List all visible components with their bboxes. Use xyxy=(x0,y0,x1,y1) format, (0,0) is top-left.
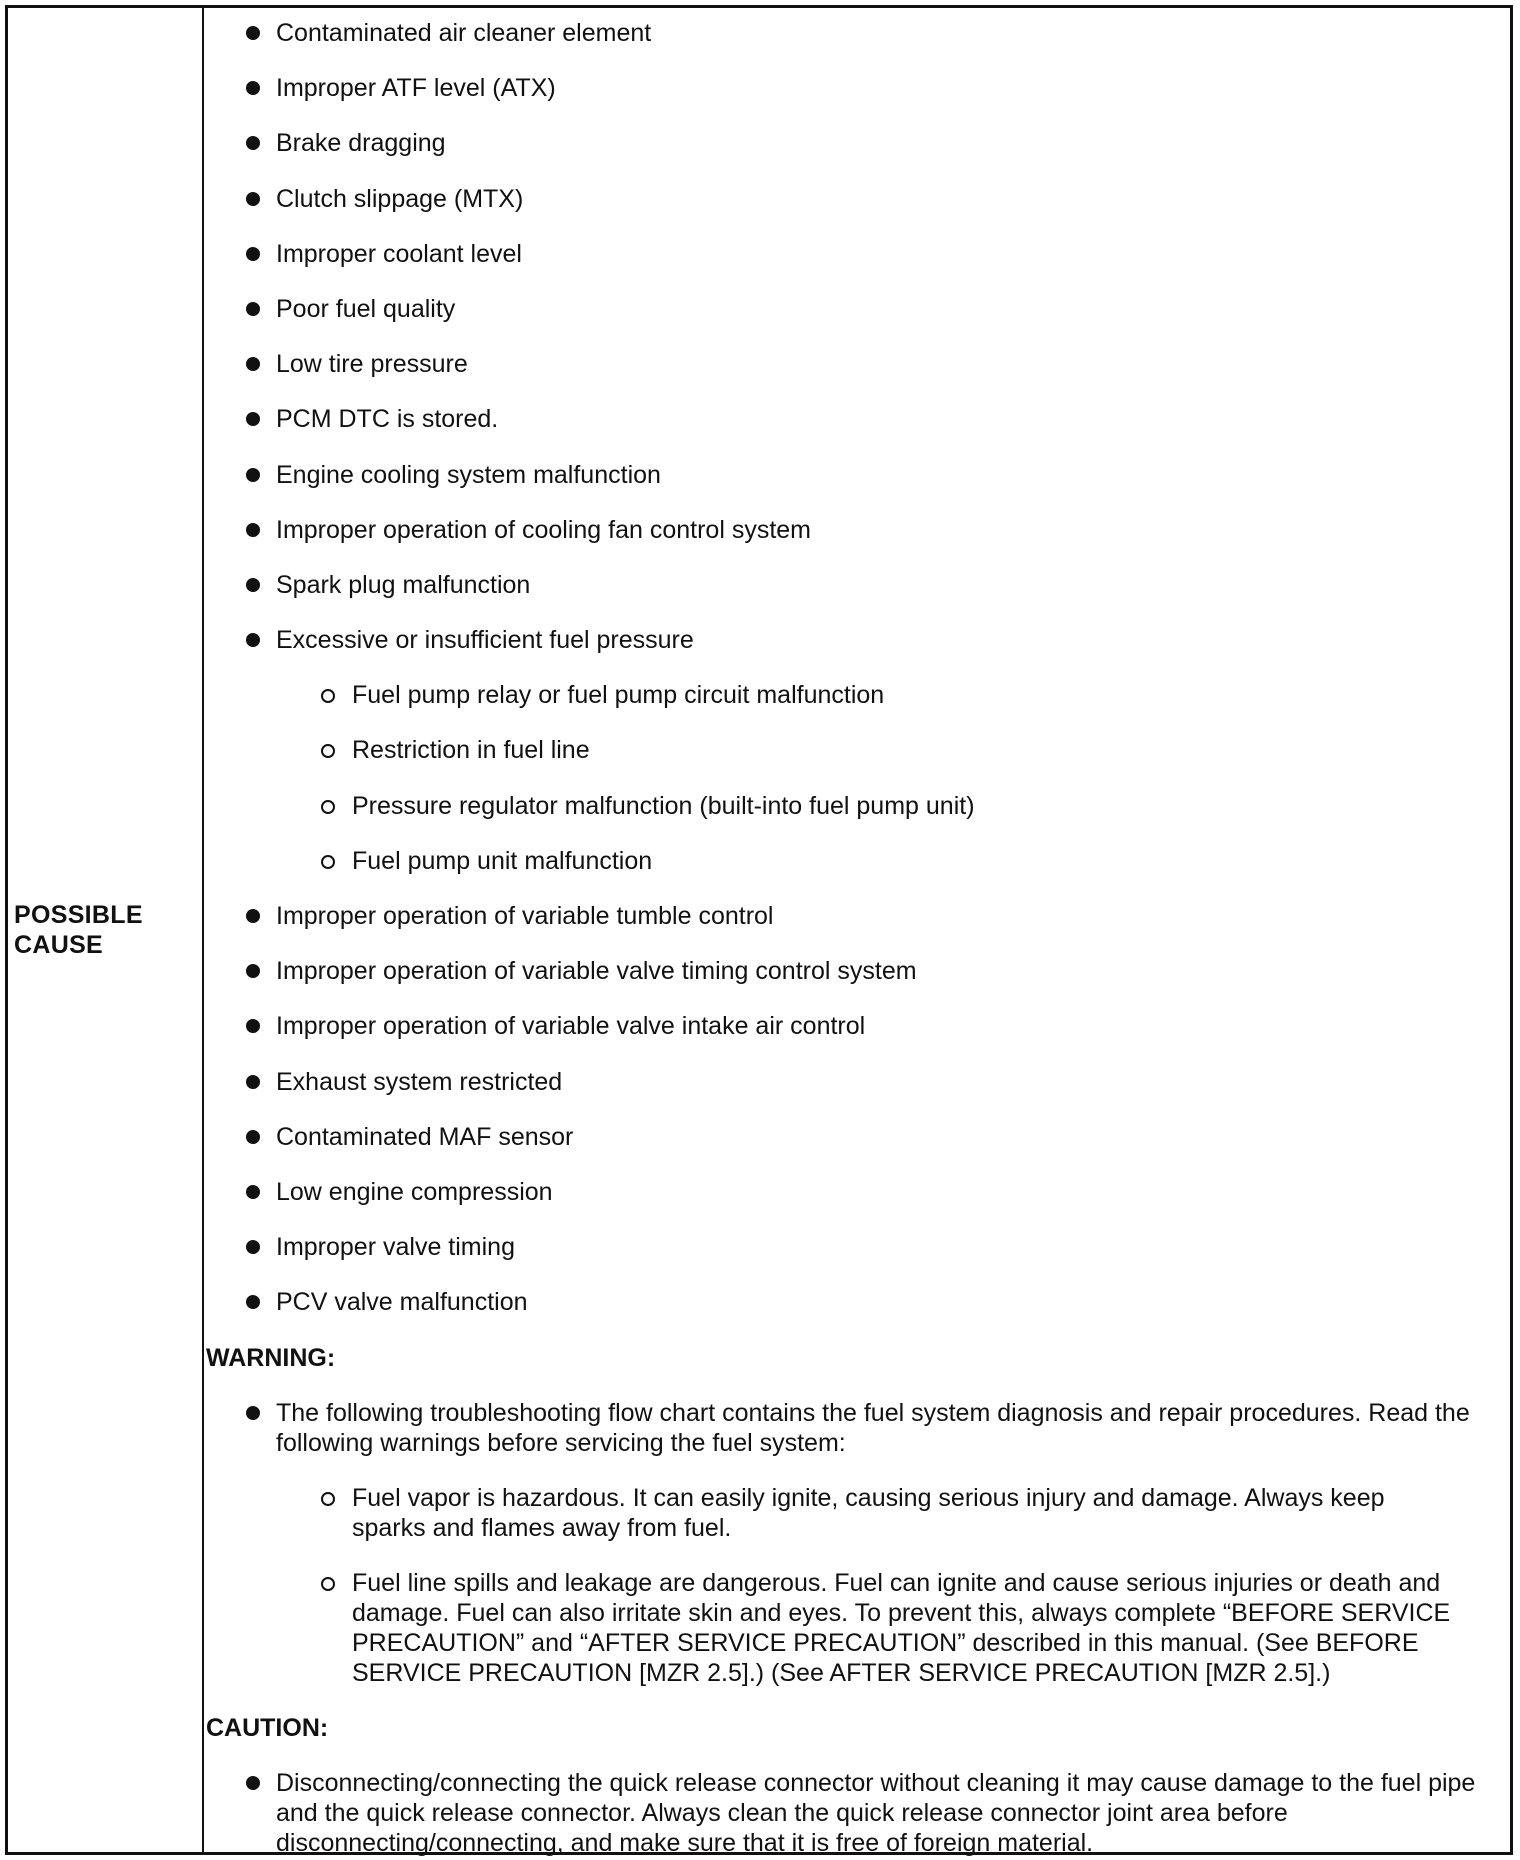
bullet-dot-icon xyxy=(246,357,260,371)
list-item: Exhaust system restricted xyxy=(276,1067,1490,1122)
bullet-dot-icon xyxy=(246,1019,260,1033)
caution-heading: CAUTION: xyxy=(206,1713,329,1742)
sub-list-item: Restriction in fuel line xyxy=(352,735,1490,790)
possible-cause-table xyxy=(5,5,1513,1855)
list-item: Brake dragging xyxy=(276,128,1490,183)
sub-list-item: Pressure regulator malfunction (built-into fuel pump unit) xyxy=(352,791,1490,846)
list-item: Low engine compression xyxy=(276,1177,1490,1232)
possible-cause-label: POSSIBLE CAUSE xyxy=(14,901,143,959)
warning-item: The following troubleshooting flow chart contains the fuel system diagnosis and repair procedures. Read the following warnings before servicing the fuel system: xyxy=(276,1398,1482,1458)
bullet-dot-icon xyxy=(246,1406,260,1420)
list-item: Improper valve timing xyxy=(276,1232,1490,1287)
list-item: Spark plug malfunction xyxy=(276,570,1490,625)
bullet-dot-icon xyxy=(246,26,260,40)
content-cell xyxy=(204,8,1510,1857)
bullet-dot-icon xyxy=(246,578,260,592)
list-item: PCM DTC is stored. xyxy=(276,404,1490,459)
warning-list xyxy=(204,1398,1510,1688)
cause-list xyxy=(204,18,1510,1343)
bullet-dot-icon xyxy=(246,1776,260,1790)
bullet-dot-icon xyxy=(246,468,260,482)
bullet-dot-icon xyxy=(246,1075,260,1089)
list-item: Improper operation of variable valve timing control system xyxy=(276,956,1490,1011)
list-item: Poor fuel quality xyxy=(276,294,1490,349)
sub-list-item: Fuel pump relay or fuel pump circuit malfunction xyxy=(352,680,1490,735)
bullet-dot-icon xyxy=(246,192,260,206)
bullet-dot-icon xyxy=(246,302,260,316)
bullet-ring-icon xyxy=(321,1577,335,1591)
warning-subitem: Fuel line spills and leakage are dangerous. Fuel can ignite and cause serious injuries or death and damage. Fuel can also irritate skin and eyes. To prevent this, always complete “BEFORE SERVICE PRECAUTION” and “AFTER SERVICE PRECAUTION” described in this manual. (See BEFORE SERVICE PRECAUTION [MZR 2.5].) (See AFTER SERVICE PRECAUTION [MZR 2.5].) xyxy=(352,1568,1462,1688)
bullet-dot-icon xyxy=(246,136,260,150)
list-item: Improper operation of variable valve intake air control xyxy=(276,1011,1490,1066)
caution-item: Disconnecting/connecting the quick release connector without cleaning it may cause damage to the fuel pipe and the quick release connector. Always clean the quick release connector joint area before disconnecting/connecting, and make sure that it is free of foreign material. xyxy=(276,1768,1482,1858)
bullet-ring-icon xyxy=(321,855,335,869)
list-item: Contaminated air cleaner element xyxy=(276,18,1490,73)
list-item: Excessive or insufficient fuel pressure xyxy=(276,625,1490,680)
list-item: Engine cooling system malfunction xyxy=(276,460,1490,515)
caution-list xyxy=(204,1768,1510,1858)
warning-heading: WARNING: xyxy=(206,1343,336,1372)
bullet-ring-icon xyxy=(321,689,335,703)
bullet-dot-icon xyxy=(246,1130,260,1144)
list-item: Improper coolant level xyxy=(276,239,1490,294)
bullet-dot-icon xyxy=(246,964,260,978)
list-item: PCV valve malfunction xyxy=(276,1287,1490,1342)
list-item: Contaminated MAF sensor xyxy=(276,1122,1490,1177)
list-item: Low tire pressure xyxy=(276,349,1490,404)
list-item: Improper operation of variable tumble control xyxy=(276,901,1490,956)
list-item: Clutch slippage (MTX) xyxy=(276,184,1490,239)
bullet-ring-icon xyxy=(321,800,335,814)
bullet-dot-icon xyxy=(246,247,260,261)
bullet-dot-icon xyxy=(246,1295,260,1309)
warning-subitem: Fuel vapor is hazardous. It can easily ignite, causing serious injury and damage. Always keep sparks and flames away from fuel. xyxy=(352,1483,1462,1543)
bullet-ring-icon xyxy=(321,744,335,758)
bullet-dot-icon xyxy=(246,909,260,923)
sub-list-item: Fuel pump unit malfunction xyxy=(352,846,1490,901)
bullet-dot-icon xyxy=(246,412,260,426)
bullet-dot-icon xyxy=(246,1240,260,1254)
label-cell xyxy=(8,8,204,1852)
list-item: Improper ATF level (ATX) xyxy=(276,73,1490,128)
bullet-dot-icon xyxy=(246,81,260,95)
bullet-ring-icon xyxy=(321,1492,335,1506)
bullet-dot-icon xyxy=(246,633,260,647)
list-item: Improper operation of cooling fan control system xyxy=(276,515,1490,570)
bullet-dot-icon xyxy=(246,1185,260,1199)
bullet-dot-icon xyxy=(246,523,260,537)
